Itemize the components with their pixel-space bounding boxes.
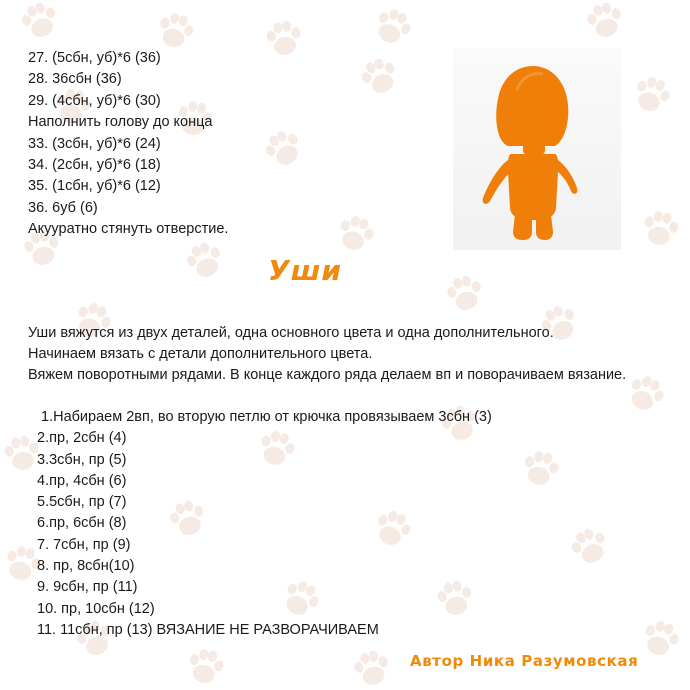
ears-step: 8. пр, 8сбн(10) bbox=[37, 558, 135, 575]
ears-step: 11. 11сбн, пр (13) ВЯЗАНИЕ НЕ РАЗВОРАЧИВАЕМ bbox=[37, 621, 379, 638]
ears-step: 3.3сбн, пр (5) bbox=[37, 451, 127, 468]
ears-step: 4.пр, 4сбн (6) bbox=[37, 472, 127, 489]
ears-step: 7. 7сбн, пр (9) bbox=[37, 536, 131, 553]
ears-step: 5.5сбн, пр (7) bbox=[37, 494, 127, 511]
pattern-row: Акууратно стянуть отверстие. bbox=[28, 221, 229, 238]
ears-step: 10. пр, 10сбн (12) bbox=[37, 600, 155, 617]
pattern-rows-list bbox=[28, 48, 228, 241]
section-title: Уши bbox=[268, 254, 342, 287]
pattern-row: 34. (2сбн, уб)*6 (18) bbox=[28, 157, 161, 174]
author-credit: Автор Ника Разумовская bbox=[410, 652, 639, 670]
intro-line: Уши вяжутся из двух деталей, одна основного цвета и одна дополнительного. bbox=[28, 325, 554, 341]
ears-step: 1.Набираем 2вп, во вторую петлю от крючка провязываем 3сбн (3) bbox=[41, 409, 492, 425]
intro-line: Вяжем поворотными рядами. В конце каждого ряда делаем вп и поворачиваем вязание. bbox=[28, 366, 627, 383]
ears-steps-list bbox=[37, 407, 492, 641]
pattern-row: 33. (3сбн, уб)*6 (24) bbox=[28, 135, 161, 152]
intro-line: Начинаем вязать с детали дополнительного цвета. bbox=[28, 345, 373, 362]
ears-step: 2.пр, 2сбн (4) bbox=[37, 430, 127, 447]
crocheted-doll-body-image bbox=[453, 48, 621, 250]
pattern-row: 35. (1сбн, уб)*6 (12) bbox=[28, 178, 161, 195]
pattern-row: Наполнить голову до конца bbox=[28, 114, 213, 131]
pattern-row: 29. (4сбн, уб)*6 (30) bbox=[28, 92, 161, 109]
ears-intro bbox=[28, 323, 668, 385]
ears-step: 9. 9сбн, пр (11) bbox=[37, 579, 138, 596]
toy-photo bbox=[453, 48, 621, 250]
pattern-row: 28. 36сбн (36) bbox=[28, 71, 122, 88]
ears-step: 6.пр, 6сбн (8) bbox=[37, 515, 127, 532]
pattern-row: 27. (5сбн, уб)*6 (36) bbox=[28, 50, 161, 66]
pattern-row: 36. 6уб (6) bbox=[28, 199, 98, 216]
